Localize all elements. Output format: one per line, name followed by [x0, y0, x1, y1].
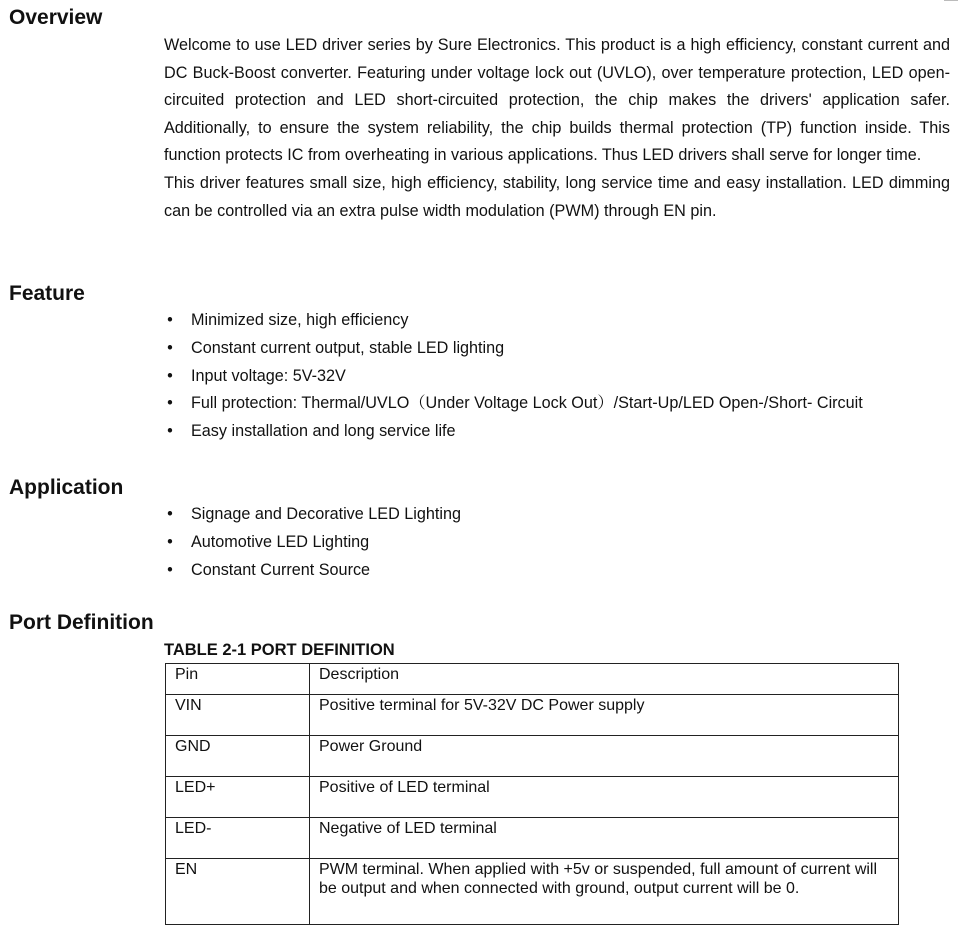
bullet-icon: •: [167, 366, 173, 385]
table-row: [166, 777, 899, 818]
overview-text: [164, 32, 950, 225]
list-item: • Signage and Decorative LED Lighting: [164, 501, 461, 529]
list-item: • Constant Current Source: [164, 557, 461, 585]
feature-heading: Feature: [9, 282, 85, 305]
overview-paragraph-1: Welcome to use LED driver series by Sure Electronics. This product is a high efficiency, constant current and DC Buck-Boost converter. Featuring under voltage lock out (UVLO), over temperature protection, LED open-circuited protection and LED short-circuited protection, the chip makes the drivers' application safer. Additionally, to ensure the system reliability, the chip builds thermal protection (TP) function inside. This function protects IC from overheating in various applications. Thus LED drivers shall serve for longer time.: [164, 36, 950, 165]
port-definition-table: [165, 663, 899, 925]
description-cell: Positive terminal for 5V-32V DC Power supply: [310, 695, 899, 736]
description-cell: Power Ground: [310, 736, 899, 777]
list-item: • Constant current output, stable LED lighting: [164, 335, 863, 363]
table-row: [166, 859, 899, 925]
table-row: [166, 818, 899, 859]
pin-cell: EN: [166, 859, 310, 925]
overview-heading: Overview: [9, 6, 103, 29]
list-item: • Full protection: Thermal/UVLO（Under Voltage Lock Out）/Start-Up/LED Open-/Short- Circuit: [164, 390, 863, 418]
application-heading: Application: [9, 476, 124, 499]
list-item: • Input voltage: 5V-32V: [164, 363, 863, 391]
port-definition-heading: Port Definition: [9, 611, 154, 634]
pin-cell: LED-: [166, 818, 310, 859]
bullet-icon: •: [167, 505, 173, 523]
pin-cell: GND: [166, 736, 310, 777]
application-list: [164, 501, 461, 584]
feature-list: [164, 307, 863, 446]
bullet-icon: •: [167, 532, 173, 551]
bullet-icon: •: [167, 338, 173, 357]
table-caption: TABLE 2-1 PORT DEFINITION: [164, 641, 395, 659]
bullet-icon: •: [167, 560, 173, 579]
corner-mark: [944, 0, 958, 1]
overview-paragraph-2: This driver features small size, high efficiency, stability, long service time and easy installation. LED dimming can be controlled via an extra pulse width modulation (PWM) through EN pin.: [164, 173, 950, 220]
column-header-description: Description: [310, 664, 899, 695]
description-cell: Positive of LED terminal: [310, 777, 899, 818]
bullet-icon: •: [167, 311, 173, 329]
description-cell: Negative of LED terminal: [310, 818, 899, 859]
list-item: • Automotive LED Lighting: [164, 529, 461, 557]
description-cell: PWM terminal. When applied with +5v or suspended, full amount of current will be output and when connected with ground, output current will be 0.: [310, 859, 899, 925]
column-header-pin: Pin: [166, 664, 310, 695]
pin-cell: LED+: [166, 777, 310, 818]
list-item: • Minimized size, high efficiency: [164, 307, 863, 335]
bullet-icon: •: [167, 422, 173, 441]
list-item: • Easy installation and long service life: [164, 418, 863, 446]
pin-cell: VIN: [166, 695, 310, 736]
table-row: [166, 695, 899, 736]
table-header-row: [166, 664, 899, 695]
table-row: [166, 736, 899, 777]
bullet-icon: •: [167, 394, 173, 413]
